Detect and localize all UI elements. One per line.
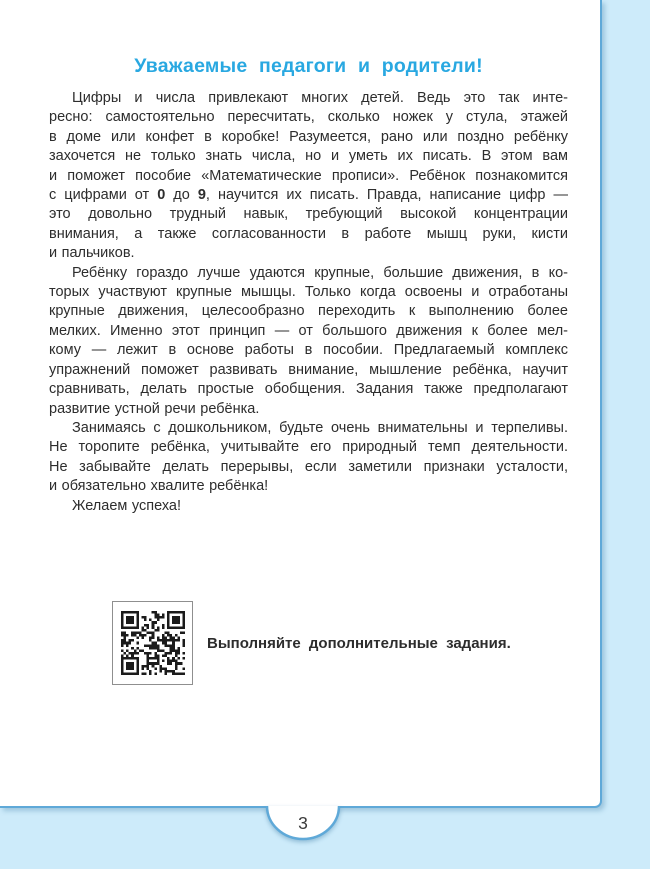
- text-line: Занимаясь с дошкольником, будьте очень внимательны и терпеливы.: [72, 419, 568, 436]
- paragraph: [49, 419, 568, 497]
- text-line: упражнений поможет развивать внимание, мышление ребёнка, научит: [49, 361, 568, 378]
- text-line: развитие устной речи ребёнка.: [49, 400, 260, 417]
- text-line: Желаем успеха!: [72, 497, 181, 514]
- page-title: Уважаемые педагоги и родители!: [134, 55, 483, 77]
- text-line: торых участвуют крупные мышцы. Только когда освоены и отработаны: [49, 284, 568, 301]
- text-line: [49, 186, 568, 205]
- qr-pattern: [121, 610, 185, 676]
- text-line: захочется не только знать числа, но и уметь их писать. В этом вам: [49, 148, 568, 165]
- margin-band-right: [600, 0, 650, 869]
- text-line: и обязательно хвалите ребёнка!: [49, 478, 269, 495]
- text-line: мелких. Именно этот принцип — от большого движения к более мел-: [49, 322, 568, 339]
- text-segment: , научится их писать. Правда, написание цифр —: [205, 187, 568, 204]
- qr-caption: Выполняйте дополнительные задания.: [207, 634, 511, 652]
- text-line: это довольно трудный навык, требующий высокой концентрации: [49, 206, 568, 223]
- text-line: в доме или конфет в коробке! Разумеется, рано или поздно ребёнку: [49, 128, 568, 145]
- text-line: Не забывайте делать перерывы, если заметили признаки усталости,: [49, 458, 568, 475]
- qr-code: [112, 601, 193, 685]
- text-line: и пальчиков.: [49, 245, 135, 262]
- text-line: сравнивать, делать простые обобщения. Задания также предполагают: [49, 381, 568, 398]
- text-line: ресно: самостоятельно пересчитать, сколько ножек у стула, этажей: [49, 109, 568, 126]
- text-line: внимания, а также согласованности в работе мышц руки, кисти: [49, 225, 568, 242]
- paragraph: [49, 89, 568, 264]
- text-line: Ребёнку гораздо лучше удаются крупные, большие движения, в ко-: [72, 264, 568, 281]
- bold-digit: 0: [157, 187, 166, 204]
- text-segment: с цифрами от: [49, 187, 158, 204]
- text-segment: до: [165, 187, 198, 204]
- paragraph: [49, 497, 568, 516]
- text-paragraphs: [49, 89, 568, 516]
- paragraph: [49, 264, 568, 419]
- text-line: кому — лежит в основе работы в пособии. Предлагаемый комплекс: [49, 342, 568, 359]
- text-line: Не торопите ребёнка, учитывайте его природный темп деятельности.: [49, 439, 568, 456]
- bold-digit: 9: [197, 187, 206, 204]
- text-line: Цифры и числа привлекают многих детей. Ведь это так инте-: [72, 90, 568, 106]
- page-number: 3: [298, 813, 308, 833]
- text-line: и поможет пособие «Математические прописи». Ребёнок познакомится: [49, 167, 568, 184]
- text-line: крупные движения, целесообразно переходить к выполнению более: [49, 303, 568, 320]
